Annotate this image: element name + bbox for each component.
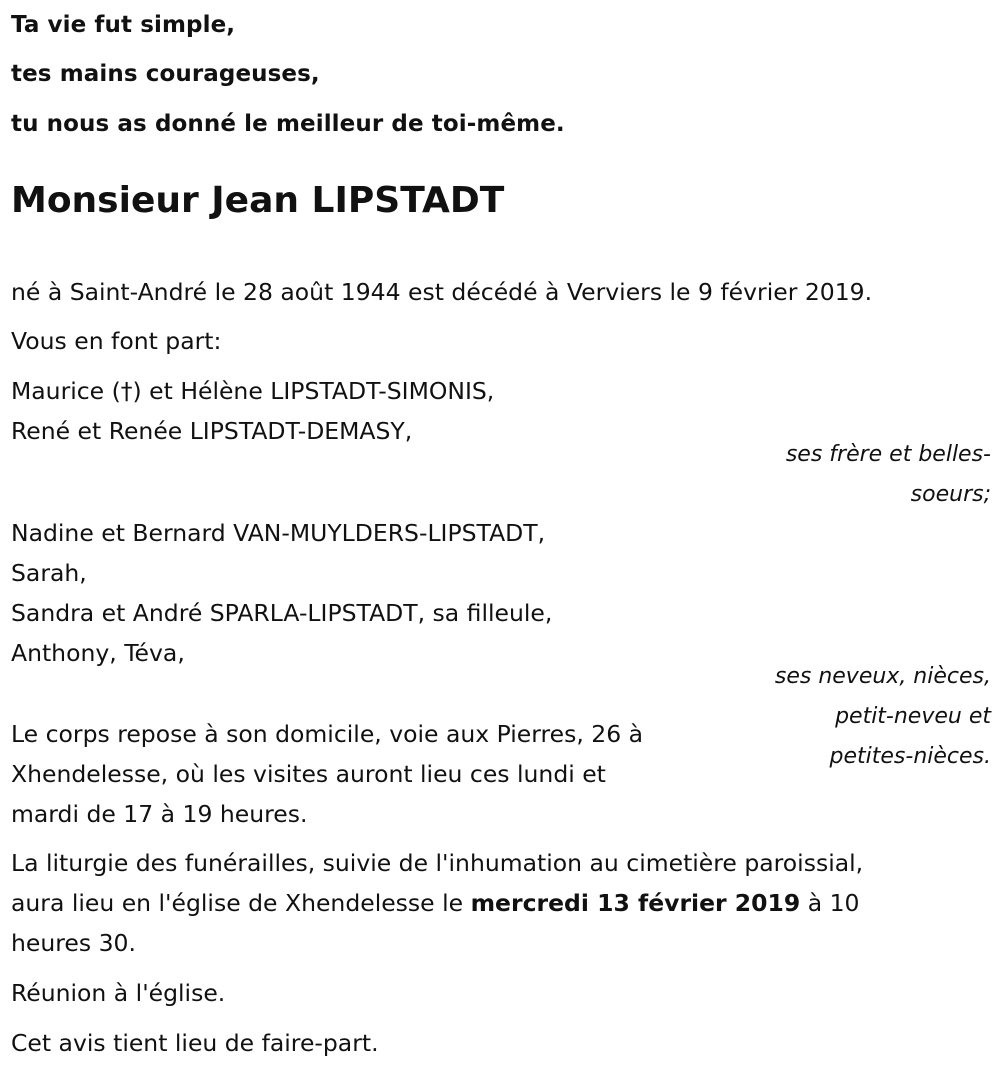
birth-death-statement: né à Saint-André le 28 août 1944 est décédé à Verviers le 9 février 2019. (11, 278, 873, 306)
relation-nephews-line-2: petit-neveu et (835, 704, 991, 729)
relation-siblings-line-1: ses frère et belles- (785, 442, 991, 467)
meeting-line: Réunion à l'église. (11, 979, 226, 1007)
family-line-maurice: Maurice (†) et Hélène LIPSTADT-SIMONIS, (11, 377, 495, 405)
family-line-nadine: Nadine et Bernard VAN-MUYLDERS-LIPSTADT, (11, 519, 546, 547)
announce-line: Vous en font part: (11, 327, 222, 355)
cross-icon: † (120, 377, 133, 405)
poem-line-3: tu nous as donné le meilleur de toi-même. (11, 111, 565, 137)
liturgy-text-before: aura lieu en l'église de Xhendelesse le (11, 889, 464, 917)
family-line-sarah: Sarah, (11, 559, 87, 587)
relation-siblings-line-2: soeurs; (910, 482, 991, 507)
liturgy-text-after: à 10 (807, 889, 860, 917)
visits-line-3: mardi de 17 à 19 heures. (11, 800, 308, 828)
family-line-rene: René et Renée LIPSTADT-DEMASY, (11, 417, 413, 445)
liturgy-line-1: La liturgie des funérailles, suivie de l'inhumation au cimetière paroissial, (11, 849, 864, 877)
visits-line-2: Xhendelesse, où les visites auront lieu ces lundi et (11, 760, 606, 788)
closing-line: Cet avis tient lieu de faire-part. (11, 1029, 379, 1057)
relation-nephews-line-3: petites-nièces. (829, 744, 991, 769)
visits-line-1: Le corps repose à son domicile, voie aux Pierres, 26 à (11, 720, 644, 748)
relation-nephews-line-1: ses neveux, nièces, (774, 664, 991, 689)
poem-line-2: tes mains courageuses, (11, 61, 320, 87)
poem-line-1: Ta vie fut simple, (11, 12, 236, 38)
maurice-name: Maurice (11, 377, 105, 405)
liturgy-line-2 (11, 889, 859, 917)
family-line-anthony: Anthony, Téva, (11, 639, 185, 667)
deceased-name: Monsieur Jean LIPSTADT (11, 180, 505, 221)
maurice-rest: et Hélène LIPSTADT-SIMONIS, (149, 377, 495, 405)
funeral-date: mercredi 13 février 2019 (470, 889, 801, 917)
liturgy-line-3: heures 30. (11, 929, 136, 957)
family-line-sandra: Sandra et André SPARLA-LIPSTADT, sa filleule, (11, 599, 553, 627)
